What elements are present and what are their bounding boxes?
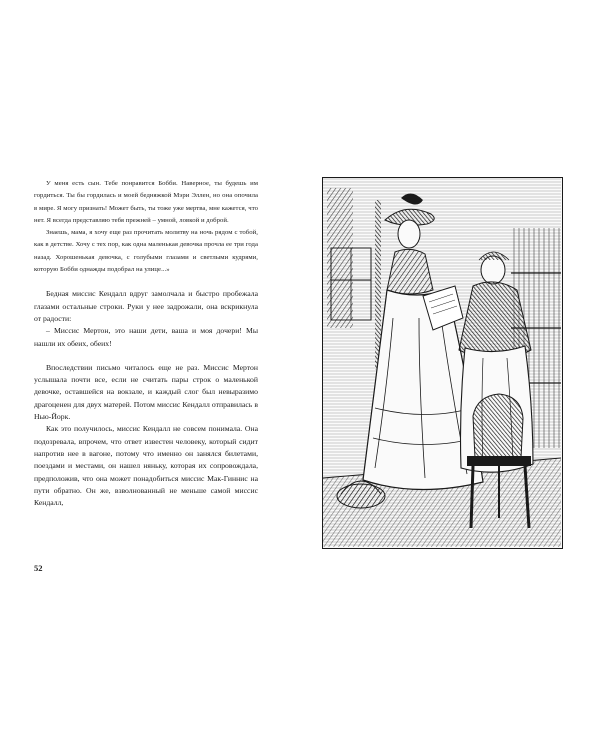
book-illustration [322, 177, 563, 549]
letter-paragraph: У меня есть сын. Тебе понравится Бобби. Наверное, ты будешь им гордиться. Ты бы гордилась и моей бедняжкой Мэри Эллен, но она опочила в мире. Я могу признать! Может быть, ты тоже уже мертва, мне кажется, что нет. Я всегда представляю тебя прежней – умной, ловкой и доброй. [34, 180, 258, 224]
letter-paragraph: Знаешь, мама, я хочу еще раз прочитать молитву на ночь рядом с тобой, как в детстве. Хочу с тех пор, как одна маленькая девочка прочла ее три года назад. Хорошенькая девочка, с голубыми глазами и светлыми кудрями, которую Бобби однажды подобрал на улице...» [34, 229, 258, 274]
body-paragraph: Как это получилось, миссис Кендалл не совсем понимала. Она подозревала, впрочем, что ответ известен человеку, который сидит напротив нее в вагоне, потому что именно он занялся билетами, поездами и местами, он нашел няньку, которая их сопровождала, предположив, что она может понадобиться миссис Мак-Гиннис на пути обратно. Он же, взволнованный не меньше самой миссис Кендалл, [34, 424, 258, 508]
page-number: 52 [34, 563, 43, 573]
text-column [34, 178, 258, 509]
body-paragraph: Впоследствии письмо читалось еще не раз. Миссис Мертон услышала почти все, если не считать пары строк о маленькой девочке, оставшейся на вокзале, и каждый слог был невыразимо драгоценен для двух матерей. Потом миссис Кендалл отправилась в Нью-Йорк. [34, 362, 258, 422]
body-paragraph: Бедная миссис Кендалл вдруг замолчала и быстро пробежала глазами остальные строки. Руки у нее задрожали, она вскрикнула от радости: [34, 289, 258, 323]
letter-excerpt [34, 178, 258, 276]
body-paragraph: – Миссис Мертон, это наши дети, ваша и моя дочери! Мы нашли их обеих, обеих! [34, 326, 258, 348]
